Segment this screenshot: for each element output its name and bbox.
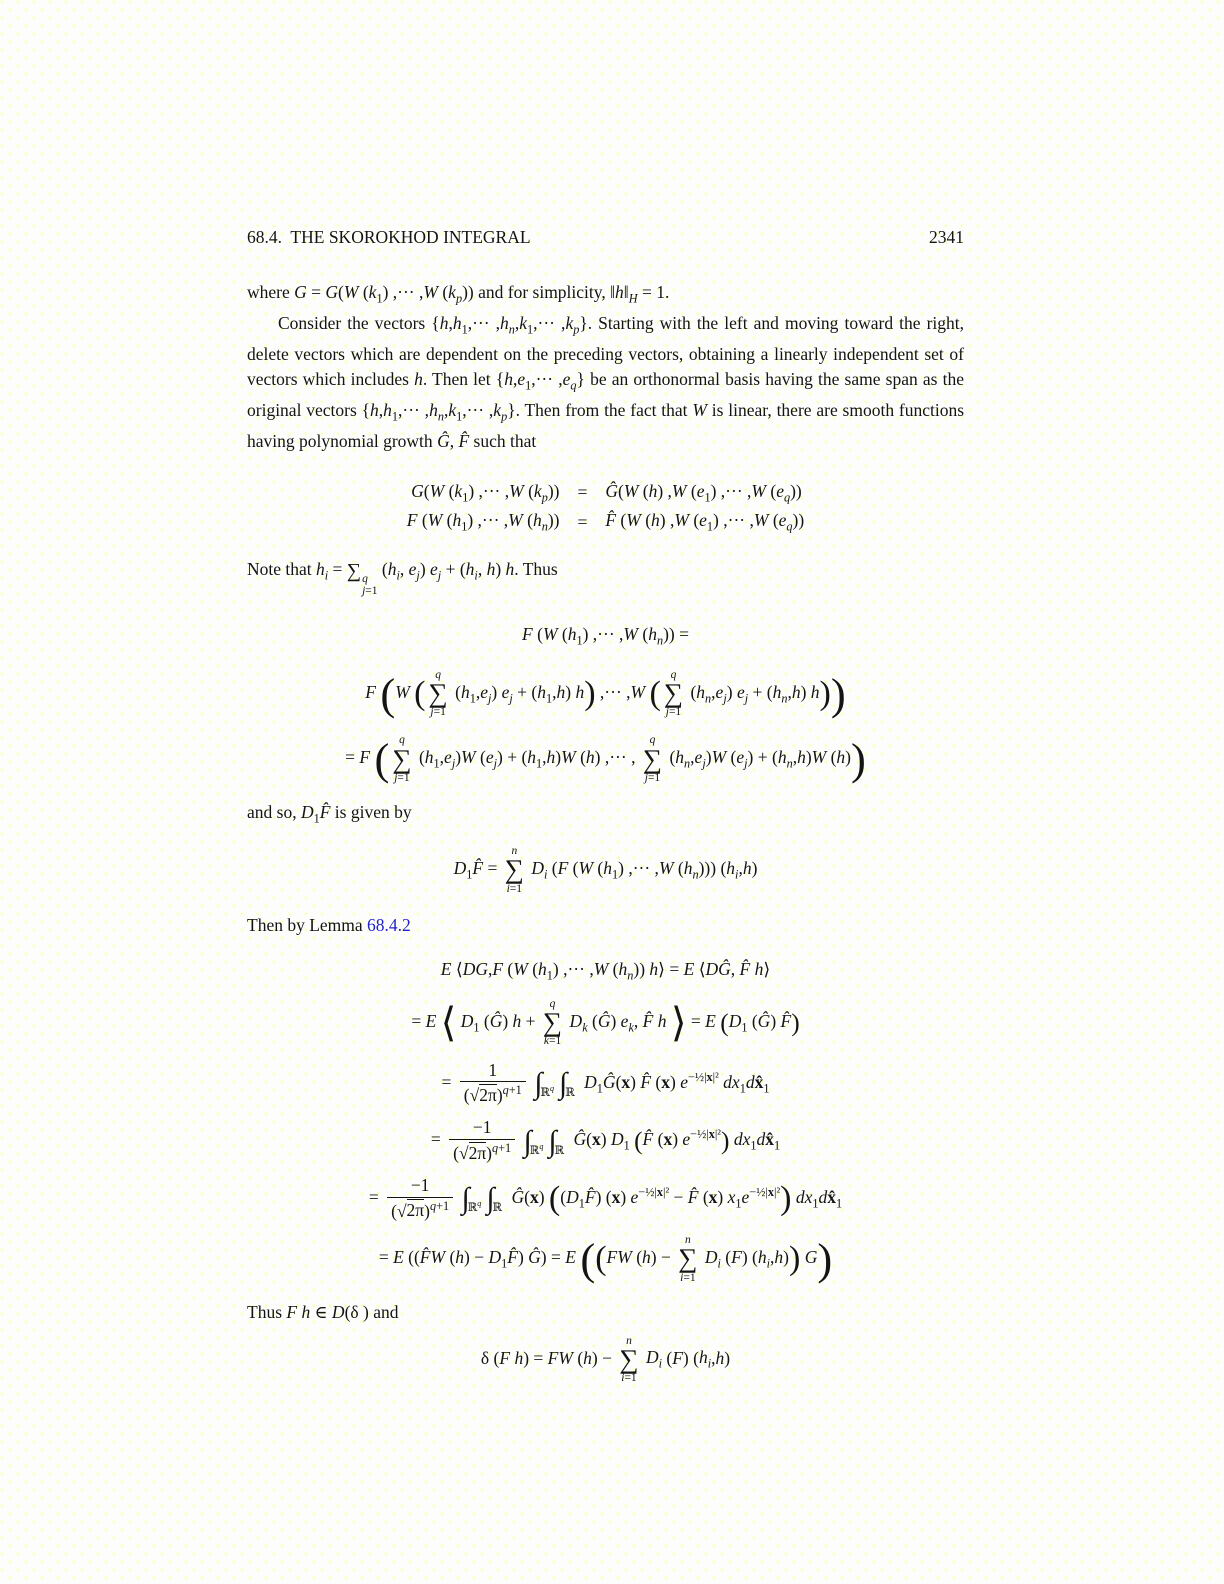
equation-G-lhs: G(W $(k_1)$ ,··· ,W $(k_p)$) — [411, 480, 560, 505]
paragraph-and-so: and so, $D_1F̂$ is given by — [247, 802, 412, 826]
equation-row-F — [407, 510, 804, 535]
running-header — [247, 225, 964, 249]
paragraph-where: where G = G(W $(k_1)$ ,··· ,W $(k_p)$) and for simplicity, $‖h‖_H = 1$. — [247, 282, 670, 306]
equals-sign: = — [577, 511, 588, 532]
paragraph-note: Note that $h_i$ = ∑ q j=1 ($h_i$, $e_j$) $e_j + (h_i$, h) h. Thus — [247, 558, 558, 597]
equation-integral-3: = $\frac{-1}{(√2\pi)^{q+1}}$ $\int_{ℝ^q}$ $\int_ℝ$ Ĝ(x) ($(D_1F̂)$ (x) $e^{-\frac{1}{2}|x|^2}$ − F̂ (x) $x_1e^{-\frac{1}{2}|x|^2}$) $dx_1dx̂_1$ — [368, 1174, 843, 1221]
equation-row-G — [407, 481, 804, 506]
equation-FW-head: F (W $(h_1)$ ,··· ,W $(h_n)$) = — [522, 623, 689, 648]
page-content — [247, 225, 964, 1384]
lemma-prefix: Then by Lemma — [247, 915, 368, 936]
page-number: 2341 — [929, 227, 964, 247]
paragraph-lemma — [247, 913, 964, 938]
equation-D1F: $D_1F̂$ = n ∑ i=1 $D_i$ (F (W $(h_1)$ ,··· ,W $(h_n)$)) $(h_i,h)$ — [453, 845, 758, 896]
equation-integral-2: = $\frac{-1}{(√2\pi)^{q+1}}$ $\int_{ℝ^q}$ $\int_ℝ$ Ĝ(x) $D_1$ (F̂ (x) $e^{-\frac{1}{2}|x|^2}$) $dx_1dx̂_1$ — [430, 1117, 781, 1163]
equation-FW-expanded-1: F (W ( q ∑ j=1 $(h_1,e_j) e_j + (h_1,h)$ h) ,··· ,W ( q ∑ j=1 $(h_n,e_j) e_j + (h_n,h)$ h)) — [365, 668, 846, 719]
equation-delta: δ (F h) = FW (h) − n ∑ i=1 $D_i$ (F) $(h_i,h)$ — [480, 1334, 731, 1385]
equation-ED1: = E ⟨ $D_1$ (Ĝ) h + q ∑ k=1 $D_k$ (Ĝ) $e_k$, F̂ h ⟩ = E ($D_1$ (Ĝ) F̂) — [411, 997, 800, 1048]
equation-E-final: = E ((F̂W $(h) - D_1F̂$) Ĝ) = E ((FW (h) − n ∑ i=1 $D_i$ (F) $(h_i,h)$) G) — [378, 1234, 833, 1285]
section-heading: 68.4. THE SKOROKHOD INTEGRAL — [247, 227, 531, 247]
paragraph-consider: Consider the vectors $\{h,h_1,\cdot\cdot\cdot ,h_n,k_1,\cdot\cdot\cdot ,k_p\}$. Starting with the left and moving toward the right, delete vectors which are dependent on the preceding vectors, obtaining a linearly independent set of vectors which includes h. Then let $\{h,e_1,\cdot\cdot\cdot ,e_q\}$ be an orthonormal basis having the same span as the original vectors $\{h,h_1,\cdot\cdot\cdot ,h_n,k_1,\cdot\cdot\cdot ,k_p\}$. Then from the fact that W is linear, there are smooth functions having polynomial growth Ĝ, F̂ such that — [247, 313, 965, 451]
equation-aligned-pair — [407, 476, 804, 540]
equals-sign: = — [577, 482, 588, 503]
lemma-link[interactable]: 68.4.2 — [367, 915, 411, 936]
equation-G-rhs: Ĝ(W (h) ,W $(e_1)$ ,··· ,W $(e_q)$) — [605, 480, 802, 505]
equation-EDG: E ⟨DG,F (W $(h_1)$ ,··· ,W $(h_n)$) h⟩ = E ⟨DĜ, F̂ h⟩ — [440, 958, 771, 983]
equation-F-lhs: F (W $(h_1)$ ,··· ,W $(h_n)$) — [406, 510, 560, 534]
equation-integral-1: = $\frac{1}{(√2\pi)^{q+1}}$ $\int_{ℝ^q}$ $\int_ℝ$ $D_1Ĝ(x)$ F̂ (x) $e^{-\frac{1}{2}|x|^2}$ $dx_1dx̂_1$ — [441, 1059, 770, 1106]
paragraph-thus: Thus F h ∈ D(δ ) and — [247, 1302, 399, 1322]
equation-FW-expanded-2: = F ( q ∑ j=1 $(h_1,e_j)W$ $(e_j) + (h_1,h)W$ (h) ,··· , q ∑ j=1 $(h_n,e_j)W$ $(e_j) + (h_n,h)W$ (h)) — [345, 734, 866, 785]
equation-F-rhs: F̂ (W (h) ,W $(e_1)$ ,··· ,W $(e_q)$) — [605, 510, 805, 534]
